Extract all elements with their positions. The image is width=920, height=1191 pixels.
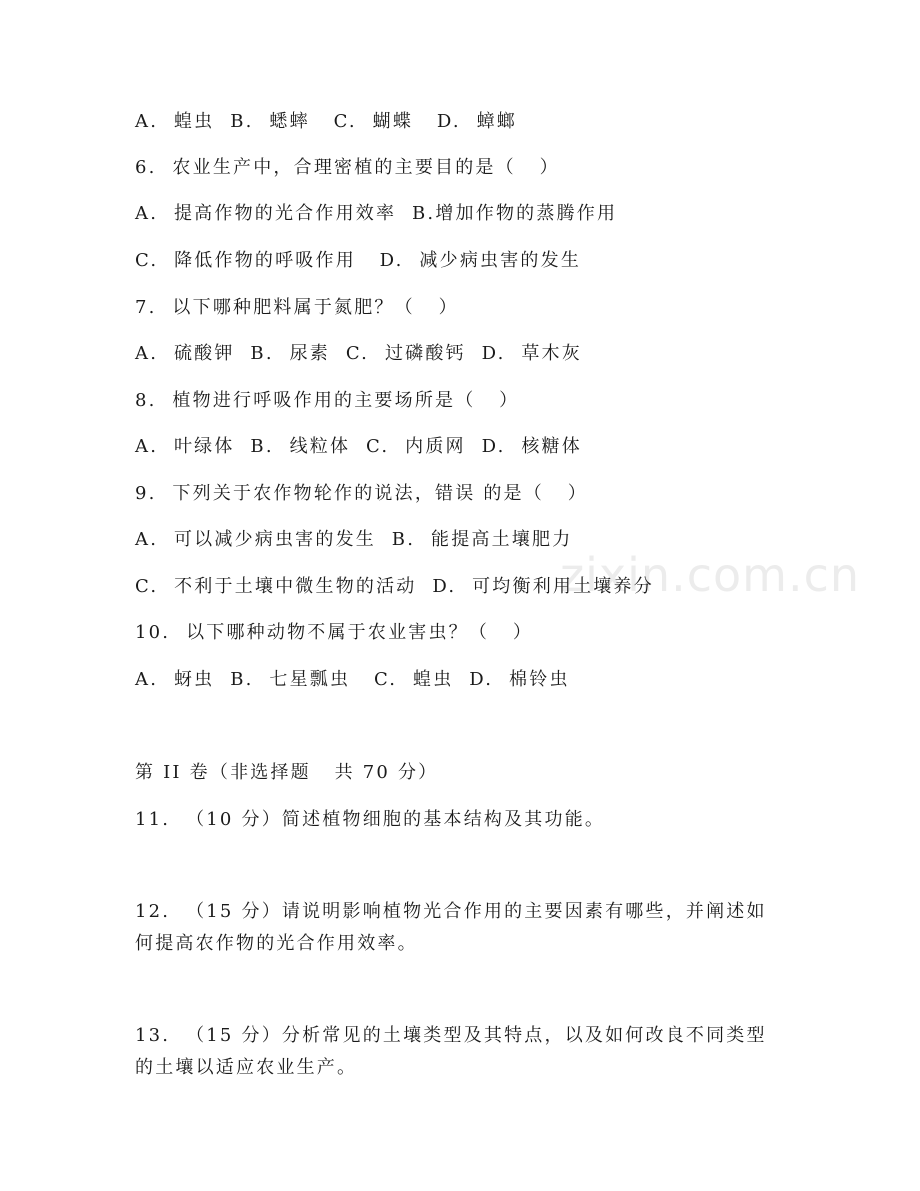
q8-question: 8. 植物进行呼吸作用的主要场所是（ ） — [135, 390, 520, 411]
q6-question: 6. 农业生产中，合理密植的主要目的是（ ） — [135, 157, 560, 178]
q7-options: A. 硫酸钾 B. 尿素 C. 过磷酸钙 D. 草木灰 — [135, 343, 582, 364]
q9-question: 9. 下列关于农作物轮作的说法，错误 的是（ ） — [135, 483, 588, 504]
q6-options-cd: C. 降低作物的呼吸作用 D. 减少病虫害的发生 — [135, 250, 582, 271]
q5-options: A. 蝗虫 B. 蟋蟀 C. 蝴蝶 D. 蟑螂 — [135, 111, 517, 132]
q12-question-line1: 12. （15 分）请说明影响植物光合作用的主要因素有哪些，并阐述如 — [135, 901, 767, 922]
q7-question: 7. 以下哪种肥料属于氮肥？（ ） — [135, 297, 459, 318]
q8-options: A. 叶绿体 B. 线粒体 C. 内质网 D. 核糖体 — [135, 436, 582, 457]
q13-question-line2: 的土壤以适应农业生产。 — [135, 1057, 358, 1078]
q10-options: A. 蚜虫 B. 七星瓢虫 C. 蝗虫 D. 棉铃虫 — [135, 669, 570, 690]
section-heading: 第 II 卷（非选择题 共 70 分） — [135, 762, 439, 783]
q12-question-line2: 何提高农作物的光合作用效率。 — [135, 933, 418, 954]
q11-question: 11. （10 分）简述植物细胞的基本结构及其功能。 — [135, 809, 606, 830]
q6-options-ab: A. 提高作物的光合作用效率 B.增加作物的蒸腾作用 — [135, 203, 618, 224]
q13-question-line1: 13. （15 分）分析常见的土壤类型及其特点，以及如何改良不同类型 — [135, 1025, 767, 1046]
watermark: zixin.com.cn — [560, 548, 861, 602]
q10-question: 10. 以下哪种动物不属于农业害虫？（ ） — [135, 622, 534, 643]
q9-options-ab: A. 可以减少病虫害的发生 B. 能提高土壤肥力 — [135, 529, 573, 550]
q9-options-cd: C. 不利于土壤中微生物的活动 D. 可均衡利用土壤养分 — [135, 576, 654, 597]
